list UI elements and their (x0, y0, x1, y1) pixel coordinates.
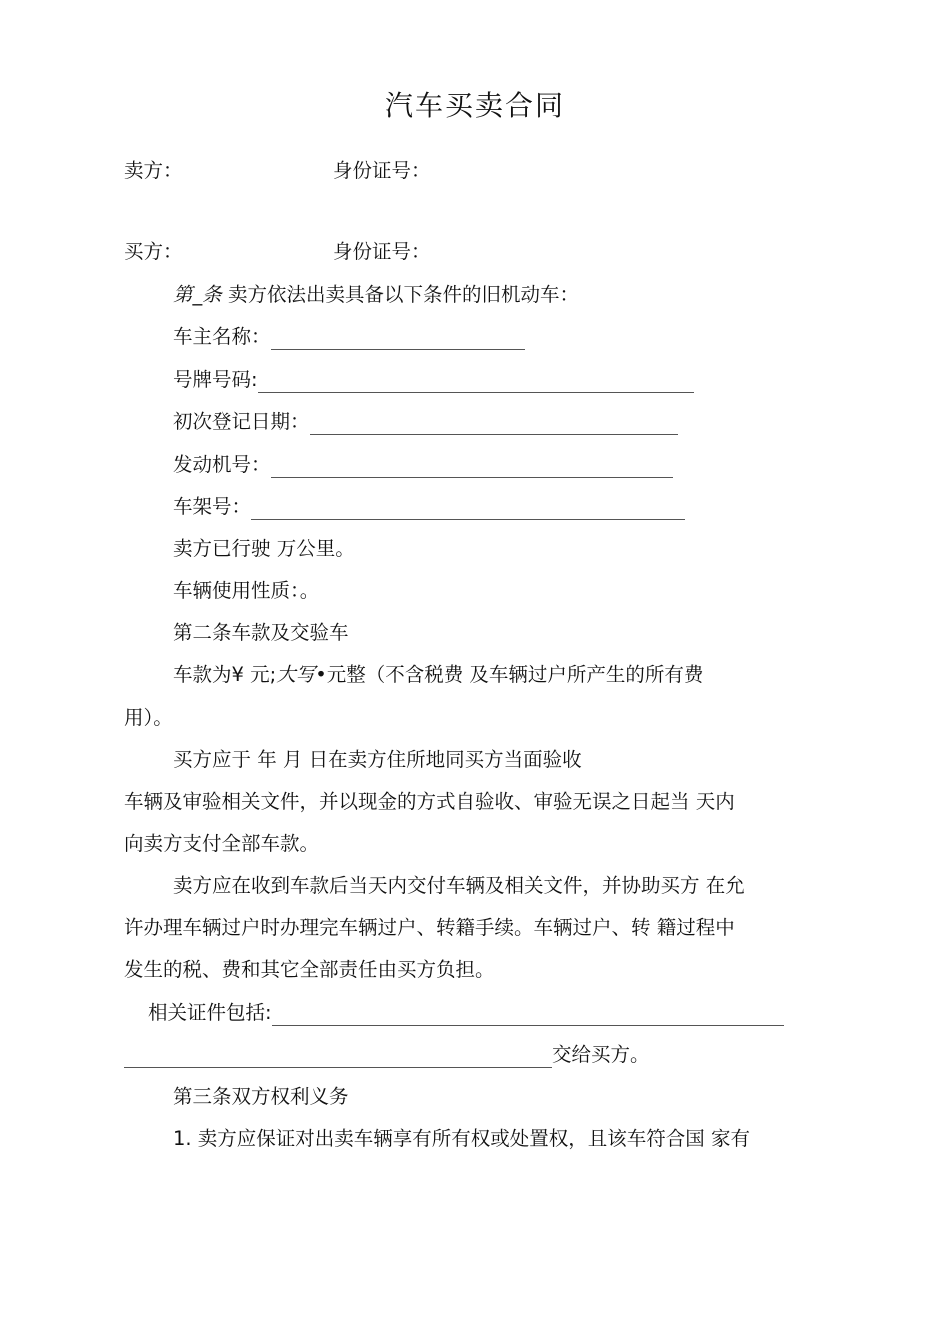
buyer-label: 买方： (124, 240, 183, 263)
delivery-line-1: 卖方应在收到车款后当天内交付车辆及相关文件，并协助买方 在允 (173, 874, 745, 897)
buyer-id-label: 身份证号： (333, 240, 431, 263)
delivery-line-2: 许办理车辆过户时办理完车辆过户、转籍手续。车辆过户、转 籍过程中 (124, 916, 735, 939)
frame-row (173, 494, 685, 520)
inspect-line-2: 车辆及审验相关文件，并以现金的方式自验收、审验无误之日起当 天内 (124, 790, 735, 813)
mileage-text: 卖方已行驶 万公里。 (173, 537, 355, 560)
owner-label: 车主名称： (173, 325, 271, 348)
engine-blank (271, 457, 673, 478)
clause1-line (173, 282, 579, 308)
docs-row (148, 1000, 784, 1026)
clause2-heading: 第二条车款及交验车 (173, 621, 349, 644)
docs-blank-2 (124, 1047, 552, 1068)
owner-blank (271, 329, 525, 350)
delivery-line-3: 发生的税、费和其它全部责任由买方负担。 (124, 958, 495, 981)
reg-date-blank (310, 414, 678, 435)
plate-row (173, 367, 694, 393)
reg-date-row (173, 409, 678, 435)
inspect-line-1: 买方应于 年 月 日在卖方住所地同买方当面验收 (173, 748, 582, 771)
plate-label: 号牌号码: (173, 368, 258, 391)
clause1-heading: 第_条 (173, 283, 222, 306)
price-part-a: 车款为¥ 元; (173, 663, 277, 686)
price-part-c: 元整（不含税费 及车辆过户所产生的所有费 (326, 663, 704, 686)
frame-blank (251, 499, 685, 520)
docs-end: 交给买方。 (552, 1043, 650, 1066)
docs-row-2 (124, 1042, 650, 1068)
seller-id-label: 身份证号： (333, 159, 431, 182)
clause3-item1: 1. 卖方应保证对出卖车辆享有所有权或处置权，且该车符合国 家有 (173, 1127, 751, 1150)
owner-row (173, 324, 525, 350)
inspect-line-3: 向卖方支付全部车款。 (124, 832, 320, 855)
frame-label: 车架号： (173, 495, 252, 518)
docs-label: 相关证件包括: (148, 1001, 272, 1024)
price-part-b: 大写• (276, 663, 327, 686)
seller-label: 卖方： (124, 159, 183, 182)
engine-label: 发动机号： (173, 453, 271, 476)
usage-text: 车辆使用性质：。 (173, 579, 320, 602)
clause3-heading: 第三条双方权利义务 (173, 1085, 349, 1108)
reg-date-label: 初次登记日期： (173, 410, 310, 433)
plate-blank (258, 372, 694, 393)
price-line-end: 用）。 (124, 706, 173, 729)
engine-row (173, 452, 673, 478)
page-title: 汽车买卖合同 (384, 89, 565, 122)
price-line (173, 662, 703, 688)
clause1-text: 卖方依法出卖具备以下条件的旧机动车： (227, 283, 579, 306)
docs-blank (272, 1005, 784, 1026)
